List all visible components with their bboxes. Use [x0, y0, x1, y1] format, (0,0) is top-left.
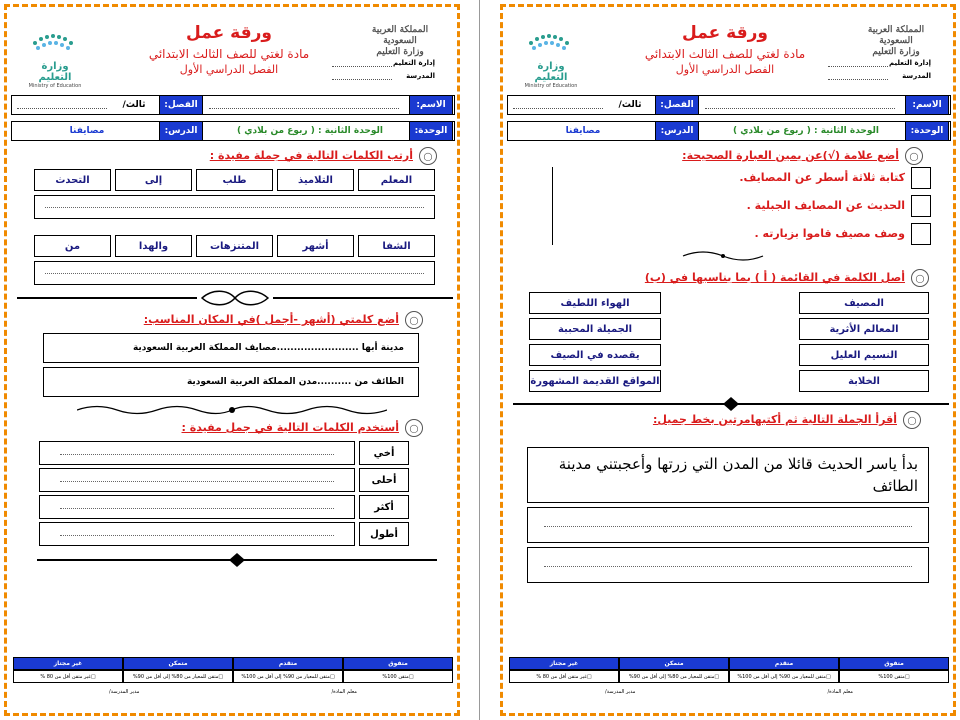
name-label: الاسم: — [409, 95, 453, 115]
admin-line[interactable] — [828, 59, 888, 67]
principal-sign[interactable]: مدير المدرسة/ — [605, 689, 636, 695]
question-2-title: أضع كلمتي (أشهر -أجمل )في المكان المناسب: — [143, 313, 399, 326]
name-label: الاسم: — [905, 95, 949, 115]
footer-level: متفوق — [343, 657, 453, 670]
footer-level: غير مجتاز — [509, 657, 619, 670]
word-box: المعلم — [358, 169, 435, 191]
worksheet-page-left — [4, 4, 460, 716]
sentence-answer[interactable] — [39, 495, 355, 519]
moe-logo-icon — [521, 29, 581, 57]
third-grade: ثالث/ — [122, 100, 146, 110]
moe-logo-icon — [25, 29, 85, 57]
question-1-number: ◯ — [419, 147, 437, 165]
unit-label: الوحدة: — [905, 121, 949, 141]
footer-level: متفوق — [839, 657, 949, 670]
match-b[interactable]: الجميلة المحببة — [529, 318, 661, 340]
match-b[interactable]: الهواء اللطيف — [529, 292, 661, 314]
kingdom-logo: المملكة العربية السعودية وزارة التعليم — [867, 25, 925, 57]
footer-criterion[interactable]: □ متقن للمعيار من 80% إلى أقل من 90% — [619, 670, 729, 683]
footer-level: غير مجتاز — [13, 657, 123, 670]
check-box[interactable] — [911, 167, 931, 189]
name-field[interactable] — [209, 101, 399, 109]
word-box: المتنزهات — [196, 235, 273, 257]
class-label: الفصل: — [159, 95, 203, 115]
word-box: إلى — [115, 169, 192, 191]
school-label: المدرسة — [902, 72, 931, 80]
footer-criterion[interactable]: □ متقن للمعيار من 80% إلى أقل من 90% — [123, 670, 233, 683]
copy-line[interactable] — [527, 547, 929, 583]
ornament-divider — [513, 395, 949, 413]
ornament-divider — [37, 551, 437, 569]
answer-box[interactable] — [34, 195, 435, 219]
match-b[interactable]: المواقع القديمة المشهورة — [529, 370, 661, 392]
subject-line: مادة لغتي للصف الثالث الابتدائي — [644, 47, 806, 61]
unit-value: الوحدة الثانية : ( ربوع من بلادي ) — [237, 126, 383, 136]
lesson-label: الدرس: — [159, 121, 203, 141]
footer-criterion[interactable]: □ متقن 100% — [839, 670, 949, 683]
worksheet-title: ورقة عمل — [186, 23, 272, 43]
page-separator — [479, 0, 480, 720]
answer-box[interactable] — [34, 261, 435, 285]
term-line: الفصل الدراسي الأول — [675, 63, 775, 76]
lesson-label: الدرس: — [655, 121, 699, 141]
sentence-answer[interactable] — [39, 522, 355, 546]
word-box: أشهر — [277, 235, 354, 257]
admin-line[interactable] — [332, 59, 392, 67]
sentence-answer[interactable] — [39, 441, 355, 465]
word-box: طلب — [196, 169, 273, 191]
question-1-title: أضع علامة (√)عن يمين العبارة الصحيحة: — [682, 149, 899, 162]
statement: الحديث عن المصايف الجبلية . — [746, 199, 905, 212]
question-2-number: ◯ — [911, 269, 929, 287]
ornament-divider — [17, 289, 453, 307]
word-box: والهدا — [115, 235, 192, 257]
term-line: الفصل الدراسي الأول — [179, 63, 279, 76]
teacher-sign[interactable]: معلم المادة/ — [331, 689, 357, 695]
ornament-small — [673, 247, 773, 265]
check-box[interactable] — [911, 223, 931, 245]
footer-criterion[interactable]: □ متقن للمعيار من 90% إلى أقل من 100% — [729, 670, 839, 683]
word-box: أطول — [359, 522, 409, 546]
vertical-rule — [552, 167, 553, 245]
model-sentence: بدأ ياسر الحديث قائلا من المدن التي زرتها وأعجبتني مدينة الطائف — [527, 447, 929, 503]
footer-criterion[interactable]: □ غير متقن أقل من 80 % — [13, 670, 123, 683]
footer-level: متقدم — [729, 657, 839, 670]
word-box: الشفا — [358, 235, 435, 257]
moe-logo: وزارة التعليم Ministry of Education — [521, 29, 581, 89]
ornament-divider-small — [77, 401, 387, 419]
statement: كتابة ثلاثة أسطر عن المصايف. — [739, 171, 905, 184]
third-grade: ثالث/ — [618, 100, 642, 110]
word-box: التلاميذ — [277, 169, 354, 191]
fill-sentence-2[interactable]: الطائف من ..........مدن المملكة العربية السعودية — [43, 367, 419, 397]
footer-level: متقدم — [233, 657, 343, 670]
worksheet-title: ورقة عمل — [682, 23, 768, 43]
class-field[interactable] — [513, 101, 603, 109]
class-label: الفصل: — [655, 95, 699, 115]
moe-logo: وزارة التعليم Ministry of Education — [25, 29, 85, 89]
match-a[interactable]: الخلابة — [799, 370, 929, 392]
footer-criterion[interactable]: □ متقن 100% — [343, 670, 453, 683]
kingdom-logo: المملكة العربية السعودية وزارة التعليم — [371, 25, 429, 57]
footer-signatures — [13, 686, 453, 698]
subject-line: مادة لغتي للصف الثالث الابتدائي — [148, 47, 310, 61]
statement: وصف مصيف قاموا بزيارته . — [754, 227, 905, 240]
school-label: المدرسة — [406, 72, 435, 80]
unit-label: الوحدة: — [409, 121, 453, 141]
match-a[interactable]: المصيف — [799, 292, 929, 314]
word-box: أحلى — [359, 468, 409, 492]
footer-criterion[interactable]: □ متقن للمعيار من 90% إلى أقل من 100% — [233, 670, 343, 683]
lesson-value: مصايفنا — [565, 126, 601, 136]
teacher-sign[interactable]: معلم المادة/ — [827, 689, 853, 695]
question-2-title: أصل الكلمة في القائمة ( أ ) بما يناسبها في (ب) — [644, 271, 905, 284]
question-3-number: ◯ — [405, 419, 423, 437]
question-1-title: أرتب الكلمات التالية في جملة مفيدة : — [209, 149, 413, 162]
question-1-number: ◯ — [905, 147, 923, 165]
footer-level: متمكن — [619, 657, 729, 670]
sentence-answer[interactable] — [39, 468, 355, 492]
copy-line[interactable] — [527, 507, 929, 543]
admin-label: إدارة التعليم — [888, 59, 931, 67]
worksheet-page-right — [500, 4, 956, 716]
check-box[interactable] — [911, 195, 931, 217]
word-box: أكثر — [359, 495, 409, 519]
admin-label: إدارة التعليم — [392, 59, 435, 67]
match-b[interactable]: يقصده في الصيف — [529, 344, 661, 366]
class-field[interactable] — [17, 101, 107, 109]
question-2-number: ◯ — [405, 311, 423, 329]
word-box: من — [34, 235, 111, 257]
question-3-title: أقرأ الجملة التالية ثم أكتبهامرتين بخط جميل: — [652, 413, 897, 426]
word-box: أخي — [359, 441, 409, 465]
school-line[interactable] — [828, 72, 888, 80]
word-box: التحدث — [34, 169, 111, 191]
question-3-title: أستخدم الكلمات التالية في جمل مفيدة : — [181, 421, 399, 434]
school-line[interactable] — [332, 72, 392, 80]
name-field[interactable] — [705, 101, 895, 109]
lesson-value: مصايفنا — [69, 126, 105, 136]
match-a[interactable]: النسيم العليل — [799, 344, 929, 366]
question-3-number: ◯ — [903, 411, 921, 429]
unit-value: الوحدة الثانية : ( ربوع من بلادي ) — [733, 126, 879, 136]
footer-signatures — [509, 686, 949, 698]
fill-sentence-1[interactable]: مدينة أبها ........................مصايف المملكة العربية السعودية — [43, 333, 419, 363]
footer-level: متمكن — [123, 657, 233, 670]
principal-sign[interactable]: مدير المدرسة/ — [109, 689, 140, 695]
footer-criterion[interactable]: □ غير متقن أقل من 80 % — [509, 670, 619, 683]
match-a[interactable]: المعالم الأثرية — [799, 318, 929, 340]
